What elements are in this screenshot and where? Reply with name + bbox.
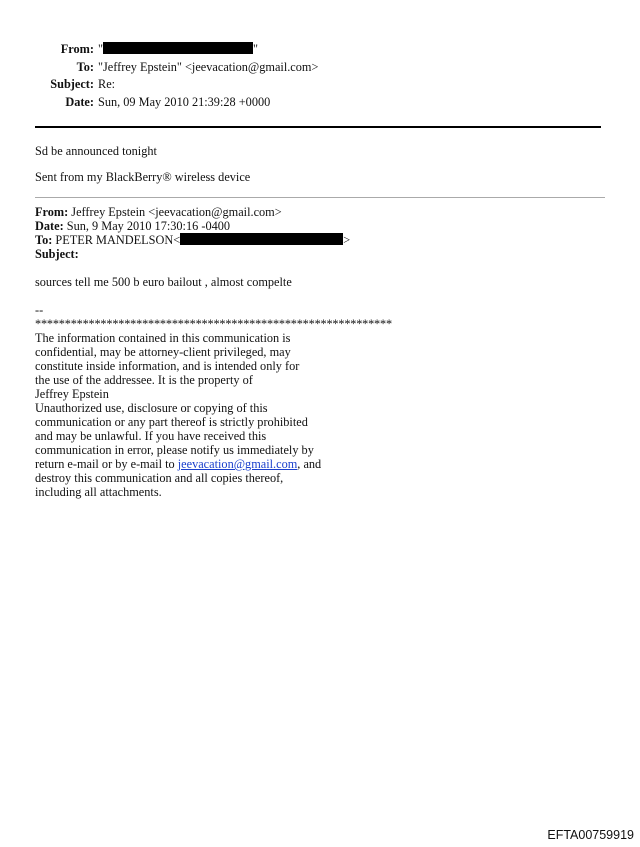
open-quote: " [98, 42, 104, 56]
redaction-box [180, 233, 343, 245]
subject-label: Subject: [50, 77, 94, 91]
disclaimer [35, 331, 321, 499]
date-label: Date: [65, 94, 94, 109]
subject-value: Re: [98, 77, 116, 91]
document-id: EFTA00759919 [547, 828, 634, 842]
header-subject-row [36, 76, 318, 94]
signature-dash: -- [35, 303, 44, 317]
quoted-subject-label: Subject: [35, 247, 79, 261]
signature-stars: ************************************************************ [35, 317, 392, 331]
quote-divider [35, 197, 605, 198]
redaction-box [103, 42, 253, 54]
disclaimer-text-end: , and destroy this communication and all copies thereof, including all attachments. [35, 457, 322, 499]
date-value: Sun, 09 May 2010 21:39:28 +0000 [98, 94, 271, 109]
from-value [98, 41, 258, 59]
quoted-to-close: > [343, 233, 351, 247]
to-value: "Jeffrey Epstein" <jeevacation@gmail.com> [98, 59, 319, 74]
quoted-to-value: PETER MANDELSON< [52, 233, 181, 247]
quoted-from-label: From: [35, 205, 69, 219]
disclaimer-text: The information contained in this communication is confidential, may be attorney-client privileged, may constitute inside information, and is intended only for the use of the addressee. It is the property of Jeffrey Epstein Unauthorized use, disclosure or copying of this communication or any part thereof is strictly prohibited and may be unlawful. If you have received this communication in error, please notify us immediately by return e-mail or by e-mail to [35, 331, 314, 471]
quoted-header [35, 205, 350, 261]
from-label: From: [60, 42, 94, 56]
reply-line-1: Sd be announced tonight [35, 144, 157, 158]
header-date-row [36, 94, 318, 112]
close-quote: " [253, 42, 259, 56]
quoted-from-value: Jeffrey Epstein <jeevacation@gmail.com> [68, 205, 282, 219]
header-to-row [36, 59, 318, 77]
email-link[interactable]: jeevacation@gmail.com [177, 457, 298, 471]
quoted-date-label: Date: [35, 219, 64, 233]
email-header [36, 41, 318, 111]
header-from-row [36, 41, 318, 59]
quoted-date-value: Sun, 9 May 2010 17:30:16 -0400 [63, 219, 231, 233]
quoted-body: sources tell me 500 b euro bailout , almost compelte [35, 275, 292, 289]
reply-signature: Sent from my BlackBerry® wireless device [35, 170, 251, 184]
quoted-to-label: To: [35, 233, 53, 247]
header-divider [35, 126, 601, 128]
to-label: To: [76, 59, 94, 74]
